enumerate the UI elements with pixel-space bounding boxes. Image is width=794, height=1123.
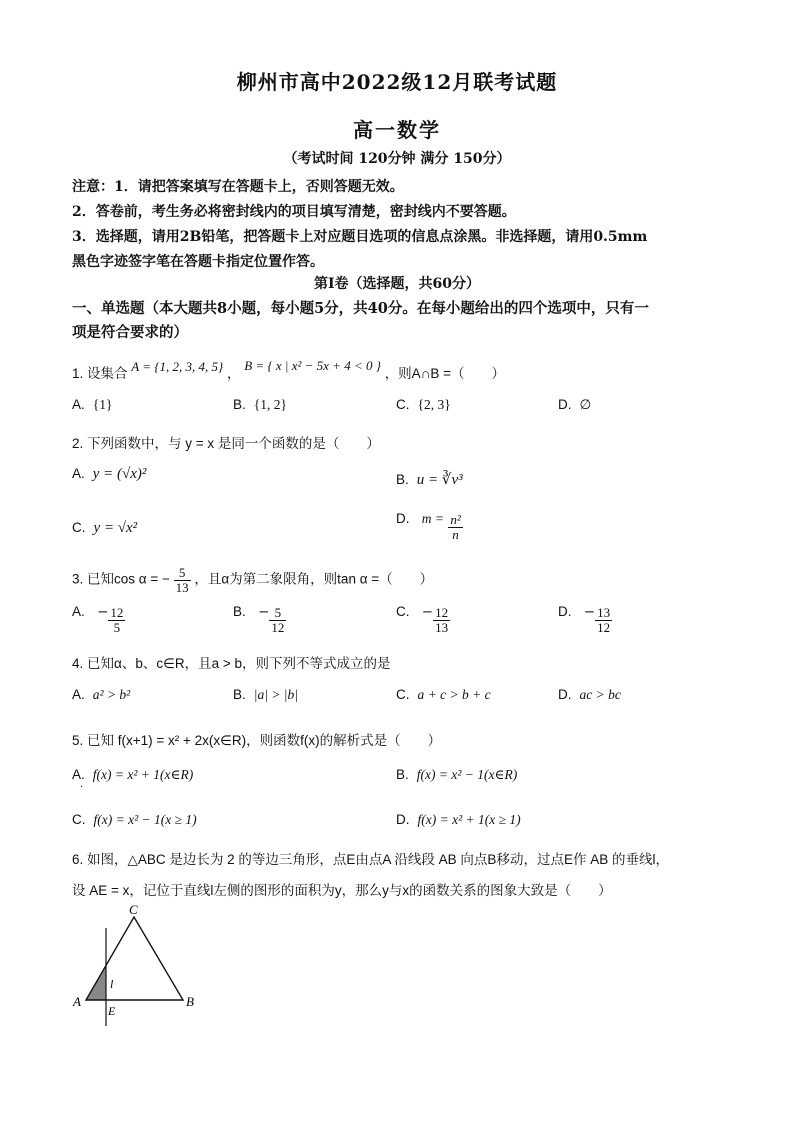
- q5-option-c: C. f(x) = x² − 1(x ≥ 1): [72, 812, 197, 827]
- label-e: E: [108, 1004, 116, 1018]
- q1-set-b: B = { x | x² − 5x + 4 < 0 }: [244, 358, 381, 373]
- question-6-stem-2: 设 AE = x，记位于直线l左侧的图形的面积为y，那么y与x的函数关系的图象大致是（ ）: [72, 883, 612, 898]
- q2-option-d: D. m = $\frac{\text{n²}}{n}$: [396, 510, 461, 542]
- part-title: 第Ⅰ卷（选择题，共60分）: [313, 276, 481, 292]
- q4-option-a: A. a² > b²: [72, 687, 131, 702]
- q1-option-c: C. {2, 3}: [396, 397, 451, 412]
- q4-option-d: D. ac > bc: [558, 687, 621, 702]
- q3-option-c: C. − $\frac{12}{13}$: [396, 603, 449, 635]
- q1-option-b: B. {1, 2}: [233, 397, 287, 412]
- q3-option-b: B. − $\frac{5}{12}$: [233, 603, 285, 635]
- label-c: C: [129, 902, 138, 917]
- question-5-stem: 5. 已知 f(x+1) = x² + 2x(x∈R)，则函数f(x)的解析式是（ ）: [72, 733, 442, 748]
- q1-prefix: 1. 设集合: [72, 366, 128, 381]
- exam-title: 柳州市高中2022级12月联考试题: [236, 70, 558, 94]
- label-a: A: [73, 994, 81, 1009]
- q4-option-c: C. a + c > b + c: [396, 687, 491, 702]
- q3-prefix: 3. 已知cos α = −: [72, 571, 170, 587]
- q3-suffix: ，且α为第二象限角，则tan α =（ ）: [194, 571, 434, 587]
- q3-option-d: D. − $\frac{13}{12}$: [558, 603, 611, 635]
- q1-set-a: A = {1, 2, 3, 4, 5}: [131, 359, 224, 374]
- triangle-figure: [66, 900, 206, 1030]
- q3-option-a: A. − $\frac{12}{5}$: [72, 603, 124, 635]
- note-3: 3．选择题，请用2B铅笔，把答题卡上对应题目选项的信息点涂黑。非选择题，请用0.5mm: [72, 229, 648, 245]
- note-2: 2．答卷前，考生务必将密封线内的项目填写清楚，密封线内不要答题。: [72, 204, 516, 220]
- q5-option-a: A. f(x) = x² + 1(x∈R): [72, 767, 194, 782]
- question-6-stem-1: 6. 如图，△ABC 是边长为 2 的等边三角形，点E由点A 沿线段 AB 向点B移动，过点E作 AB 的垂线l，: [72, 852, 669, 867]
- q1-option-a: A. {1}: [72, 397, 113, 412]
- label-l: l: [110, 977, 114, 991]
- exam-subject: 高一数学: [353, 118, 441, 142]
- stray-dot-mark: ·: [80, 782, 84, 793]
- q1-suffix: ，则A∩B =（ ）: [384, 366, 506, 381]
- q5-option-d: D. f(x) = x² + 1(x ≥ 1): [396, 812, 521, 827]
- exam-time-score: （考试时间 120分钟 满分 150分）: [283, 151, 511, 167]
- q2-option-a: A. y = (√x)²: [72, 466, 147, 482]
- q2-option-b: B. u = ∛v³: [396, 472, 463, 488]
- label-b: B: [186, 994, 194, 1009]
- question-1-stem: 1. 设集合 A = {1, 2, 3, 4, 5} ， B = { x | x² − 5x + 4 < 0 } ，则A∩B =（ ）: [72, 358, 506, 381]
- section-heading-1: 一、单选题（本大题共8小题，每小题5分，共40分。在每小题给出的四个选项中，只有一: [72, 300, 649, 317]
- question-3-stem: 3. 已知cos α = − $\frac{5}{13}$ ，且α为第二象限角，则tan α =（ ）: [72, 565, 434, 595]
- note-1: 注意：1．请把答案填写在答题卡上，否则答题无效。: [72, 179, 404, 195]
- question-4-stem: 4. 已知α、b、c∈R，且a > b，则下列不等式成立的是: [72, 656, 391, 671]
- q2-option-c: C. y = √x²: [72, 520, 138, 536]
- q4-option-b: B. |a| > |b|: [233, 687, 298, 702]
- question-2-stem: 2. 下列函数中，与 y = x 是同一个函数的是（ ）: [72, 436, 380, 451]
- q5-option-b: B. f(x) = x² − 1(x∈R): [396, 767, 518, 782]
- q1-option-d: D. ∅: [558, 397, 592, 412]
- section-heading-2: 项是符合要求的）: [72, 324, 188, 341]
- note-3-cont: 黑色字迹签字笔在答题卡指定位置作答。: [72, 254, 324, 270]
